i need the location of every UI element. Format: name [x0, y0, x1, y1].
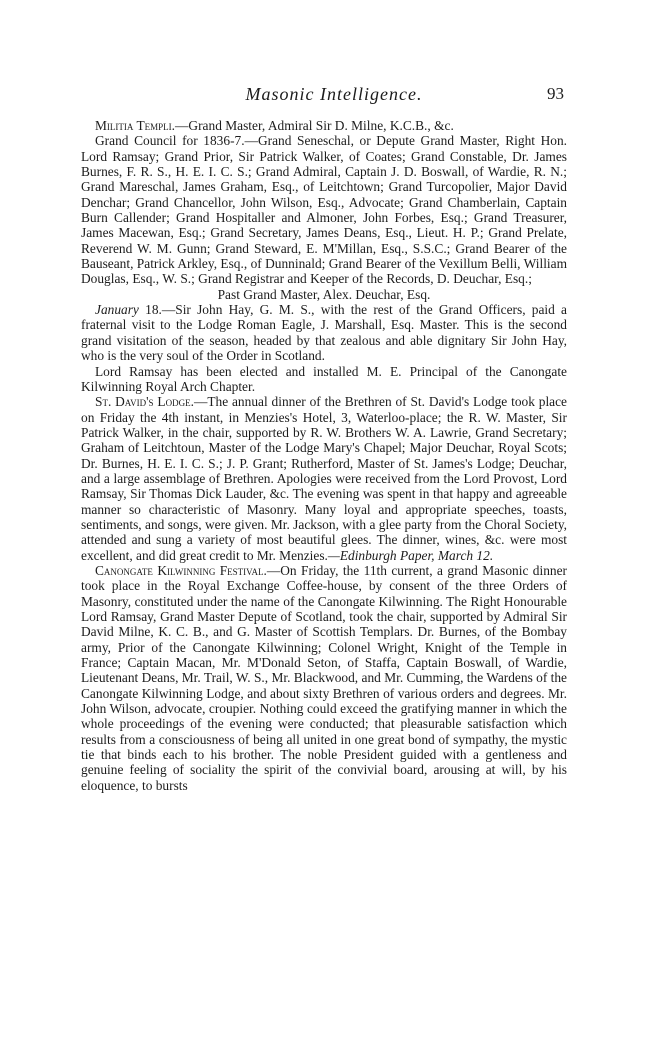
paragraph-past-grand-master [81, 287, 567, 302]
paragraph-text: —The annual dinner of the Brethren of St. David's Lodge took place on Friday the 4th instant, in Menzies's Hotel, 3, Waterloo-place; the R. W. Master, Sir Patrick Walker, in the chair, supported by R. W. Brothers W. A. Lawrie, Grand Secretary; Graham of Leitchtoun, Master of the Lodge Mary's Chapel; Major Deuchar, Royal Scots; Dr. Burnes, H. E. I. C. S.; J. P. Grant; Rutherford, Master of St. James's Lodge; Deuchar, and a large assemblage of Brethren. Apologies were received from the Lord Provost, Lord Ramsay, Sir Thomas Dick Lauder, &c. The evening was spent in that happy and agreeable manner so characteristic of Masonry. Many loyal and appropriate speeches, toasts, sentiments, and songs, were given. Mr. Jackson, with a glee party from the Choral Society, attended and sung a variety of most beautiful glees. The dinner, wines, &c. were most excellent, and did great credit to Mr. Menzies. [81, 394, 567, 563]
paragraph-text: Past Grand Master, Alex. Deuchar, Esq. [217, 286, 431, 302]
section-lead: Canongate Kilwinning Festival. [95, 562, 267, 578]
paragraph-canongate-festival [81, 563, 567, 793]
paragraph-text: Grand Council for 1836-7.—Grand Seneschal, or Depute Grand Master, Right Hon. Lord Ramsay; Grand Prior, Sir Patrick Walker, of Coates; Grand Constable, Dr. James Burnes, F. R. S., H. E. I. C. S.; Grand Admiral, Captain J. D. Boswall, of Wardie, R. N.; Grand Mareschal, James Graham, Esq., of Leitchtown; Grand Turcopolier, Major David Denchar; Grand Chancellor, John Wilson, Esq., Advocate; Grand Chamberlain, Captain Burn Callender; Grand Hospitaller and Almoner, John Forbes, Esq.; Grand Treasurer, James Macewan, Esq.; Grand Secretary, James Deans, Esq., Lieut. H. P.; Grand Prelate, Reverend W. M. Gunn; Grand Steward, E. M'Millan, Esq., S.S.C.; Grand Bearer of the Bauseant, Patrick Arkley, Esq., of Dunninald; Grand Bearer of the Vexillum Belli, William Douglas, Esq., W. S.; Grand Registrar and Keeper of the Records, D. Deuchar, Esq.; [81, 133, 567, 287]
paragraph-text: 18.—Sir John Hay, G. M. S., with the rest of the Grand Officers, paid a fraternal visit to the Lodge Roman Eagle, J. Marshall, Esq. Master. This is the second grand visitation of the season, headed by that zealous and able dignitary Sir John Hay, who is the very soul of the Order in Scotland. [81, 302, 567, 364]
paragraph-text: —Grand Master, Admiral Sir D. Milne, K.C.B., &c. [175, 118, 454, 133]
source-citation: —Edinburgh Paper, March 12. [327, 547, 494, 563]
paragraph-militia-templi [81, 118, 567, 133]
article-body [81, 118, 567, 793]
paragraph-lord-ramsay [81, 364, 567, 395]
date-lead: January [95, 302, 139, 318]
paragraph-st-davids-lodge [81, 394, 567, 563]
page-number: 93 [547, 84, 564, 103]
paragraph-text: Lord Ramsay has been elected and installed M. E. Principal of the Canongate Kilwinning Royal Arch Chapter. [81, 363, 567, 394]
section-lead: St. David's Lodge. [95, 394, 194, 410]
section-lead: Militia Templi. [95, 118, 176, 133]
paragraph-text: —On Friday, the 11th current, a grand Masonic dinner took place in the Royal Exchange Coffee-house, by consent of the three Orders of Masonry, constituted under the name of the Canongate Kilwinning. The Right Honourable Lord Ramsay, Grand Master Depute of Scotland, took the chair, supported by Admiral Sir David Milne, K. C. B., and G. Master of Scottish Templars. Dr. Burnes, of the Bombay army, Prior of the Canongate Kilwinning; Colonel Wright, Knight of the Temple in France; Captain Macan, Mr. M'Donald Seton, of Staffa, Captain Boswall, of Wardie, Lieutenant Deans, Mr. Trail, W. S., Mr. Blackwood, and Mr. Cumming, the Wardens of the Canongate Kilwinning Lodge, and about sixty Brethren of various orders and degrees. Mr. John Wilson, advocate, croupier. Nothing could exceed the gratifying manner in which the whole proceedings of the evening were conducted; that pleasurable satisfaction which results from a consciousness of being all united in one great bond of sympathy, the mystic tie that binds each to his brother. The noble President guided with a gentleness and genuine feeling of sociality the spirit of the convivial board, arousing at will, by his eloquence, to bursts [81, 562, 567, 793]
paragraph-grand-council [81, 133, 567, 286]
running-title: Masonic Intelligence. [245, 84, 423, 104]
page-header [0, 84, 668, 108]
paragraph-january-visit [81, 302, 567, 363]
